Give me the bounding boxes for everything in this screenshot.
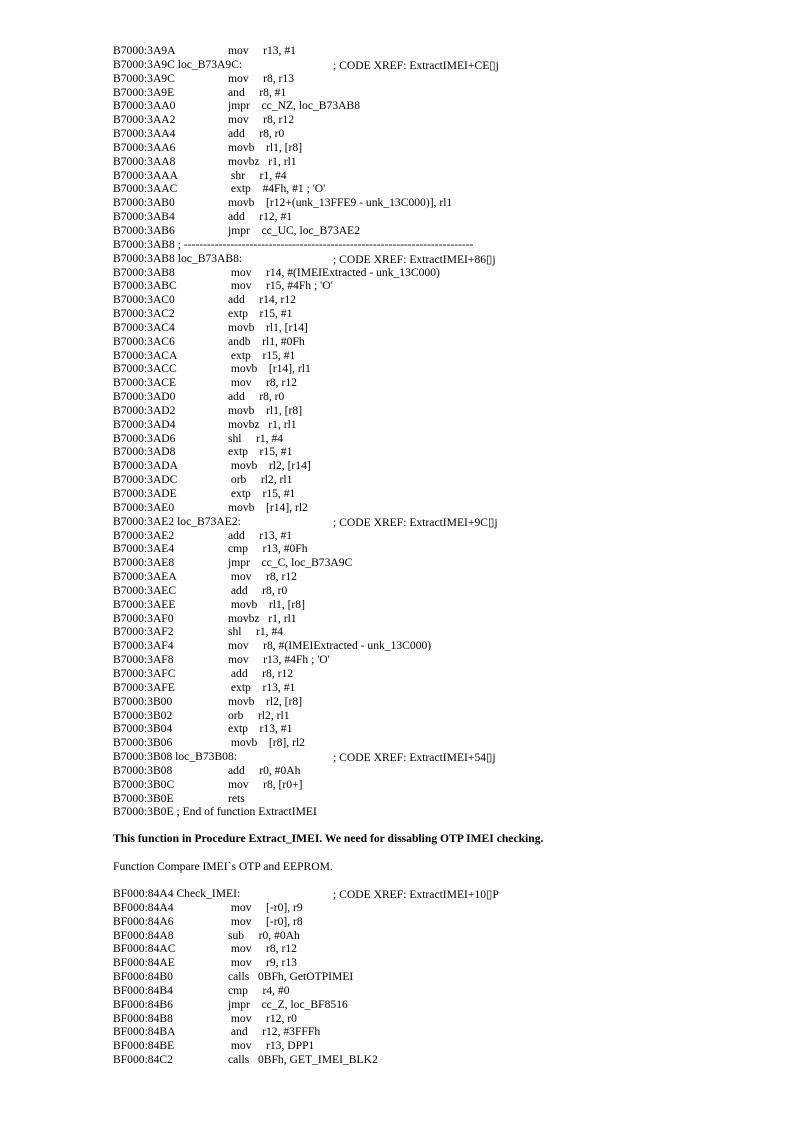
code-address: B7000:3AD6 [113, 431, 176, 445]
code-line [113, 127, 773, 141]
code-address: BF000:84A4 [113, 900, 174, 914]
code-address: B7000:3B02 [113, 708, 173, 722]
code-instruction: add r0, #0Ah [228, 763, 301, 777]
code-line [113, 404, 773, 418]
code-instruction: add r12, #1 [228, 210, 293, 224]
code-line [113, 155, 773, 169]
code-address: B7000:3AB6 [113, 223, 175, 237]
disassembly-listing-extractimei [113, 44, 773, 819]
code-line [113, 1053, 773, 1067]
code-line [113, 224, 773, 238]
code-instruction: mov r8, [r0+] [228, 777, 303, 791]
code-address: BF000:84B8 [113, 1011, 173, 1025]
code-address: B7000:3ACC [113, 362, 177, 376]
code-address: B7000:3AF0 [113, 611, 174, 625]
code-address: B7000:3AFC [113, 666, 176, 680]
code-address: B7000:3AB8 [113, 265, 175, 279]
code-address: BF000:84AE [113, 956, 175, 970]
code-instruction: extp r15, #1 [228, 487, 296, 500]
code-line [113, 722, 773, 736]
code-comment: ; CODE XREF: ExtractIMEI+9C▯j [333, 515, 498, 529]
code-address: B7000:3AEA [113, 570, 177, 584]
code-line [113, 58, 773, 72]
code-line [113, 487, 773, 501]
code-line [113, 169, 773, 183]
code-address: B7000:3AC2 [113, 307, 175, 321]
code-address: B7000:3AFE [113, 680, 175, 694]
code-instruction: mov [-r0], r8 [228, 914, 303, 928]
code-instruction: add r8, r0 [228, 127, 285, 141]
code-instruction: extp r15, #1 [228, 445, 293, 459]
code-address: B7000:3AEC [113, 583, 177, 597]
code-line [113, 501, 773, 515]
code-line [113, 349, 773, 363]
code-instruction: mov r9, r13 [228, 956, 297, 970]
code-address: B7000:3AA4 [113, 127, 176, 141]
code-instruction: orb rl2, rl1 [228, 708, 290, 722]
code-address: B7000:3B06 [113, 736, 173, 750]
code-line [113, 778, 773, 792]
code-instruction: mov r8, r12 [228, 570, 297, 584]
note-plain: Function Compare IMEI`s OTP and EEPROM. [113, 860, 333, 873]
code-address: B7000:3ABC [113, 279, 177, 293]
code-address: B7000:3AE8 [113, 556, 175, 570]
code-line [113, 584, 773, 598]
code-line [113, 653, 773, 667]
code-line [113, 252, 773, 266]
code-line [113, 307, 773, 321]
code-address: B7000:3AA6 [113, 140, 176, 154]
code-address: B7000:3AF4 [113, 639, 174, 653]
code-line [113, 542, 773, 556]
code-comment: ; CODE XREF: ExtractIMEI+86▯j [333, 252, 496, 266]
code-address: B7000:3AC6 [113, 334, 175, 348]
code-instruction: shr r1, #4 [228, 168, 287, 182]
code-address: B7000:3B0C [113, 777, 175, 791]
code-address: B7000:3B00 [113, 694, 173, 708]
code-instruction: mov r12, r0 [228, 1011, 297, 1025]
code-line [113, 529, 773, 543]
code-instruction: mov r14, #(IMEIExtracted - unk_13C000) [228, 265, 440, 279]
code-address: B7000:3AB4 [113, 210, 175, 224]
code-line [113, 929, 773, 943]
code-line [113, 210, 773, 224]
code-line [113, 376, 773, 390]
code-instruction: orb rl2, rl1 [228, 473, 293, 487]
code-comment: ; CODE XREF: ExtractIMEI+CE▯j [333, 58, 499, 72]
code-instruction: add r8, r0 [228, 583, 288, 597]
code-line [113, 196, 773, 210]
code-address: B7000:3AB8 loc_B73AB8: [113, 251, 243, 265]
code-instruction: mov r15, #4Fh ; 'O' [228, 279, 333, 293]
code-instruction: shl r1, #4 [228, 431, 284, 445]
code-line [113, 44, 773, 58]
code-line [113, 956, 773, 970]
code-line [113, 362, 773, 376]
code-line [113, 459, 773, 473]
code-instruction: jmpr cc_Z, loc_BF8516 [228, 997, 348, 1011]
code-line [113, 418, 773, 432]
code-line [113, 915, 773, 929]
code-line [113, 515, 773, 529]
code-line [113, 86, 773, 100]
code-instruction: mov r13, #4Fh ; 'O' [228, 653, 330, 667]
code-address: B7000:3B04 [113, 722, 173, 736]
disassembly-listing-check-imei [113, 887, 773, 1067]
code-instruction: mov r13, DPP1 [228, 1039, 315, 1053]
code-instruction: movb rl2, [r14] [228, 459, 311, 473]
code-address: BF000:84BE [113, 1039, 175, 1053]
code-address: B7000:3AAC [113, 182, 178, 196]
code-line [113, 736, 773, 750]
code-instruction: mov r13, #1 [228, 44, 296, 57]
code-instruction: add r8, r12 [228, 666, 294, 680]
code-line [113, 238, 773, 252]
code-address: B7000:3ADA [113, 459, 179, 473]
code-address: B7000:3AD2 [113, 403, 176, 417]
code-instruction: mov r8, r12 [228, 376, 297, 390]
code-line [113, 141, 773, 155]
code-line [113, 1012, 773, 1026]
code-line [113, 321, 773, 335]
note-bold: This function in Procedure Extract_IMEI. We need for dissabling OTP IMEI checking. [113, 832, 544, 845]
code-address: B7000:3ACA [113, 348, 178, 362]
code-address: B7000:3AE0 [113, 500, 175, 514]
code-address: B7000:3A9A [113, 44, 176, 57]
code-line [113, 970, 773, 984]
code-address: B7000:3AC0 [113, 293, 175, 307]
code-instruction: mov r8, r12 [228, 942, 297, 956]
code-instruction: mov r8, r13 [228, 71, 295, 85]
code-address: B7000:3AD4 [113, 417, 176, 431]
code-comment: ; CODE XREF: ExtractIMEI+10▯P [333, 888, 499, 901]
code-address: B7000:3A9C [113, 71, 175, 85]
code-instruction: extp r13, #1 [228, 722, 293, 736]
code-line [113, 99, 773, 113]
code-line [113, 445, 773, 459]
code-line [113, 113, 773, 127]
code-instruction: sub r0, #0Ah [228, 928, 300, 942]
code-address: B7000:3AD8 [113, 445, 176, 459]
code-address: B7000:3A9C loc_B73A9C: [113, 57, 243, 71]
code-line [113, 625, 773, 639]
code-line [113, 681, 773, 695]
code-line [113, 432, 773, 446]
code-line [113, 984, 773, 998]
code-instruction: movbz r1, rl1 [228, 154, 297, 168]
code-instruction: jmpr cc_NZ, loc_B73AB8 [228, 99, 361, 113]
code-address: B7000:3AA8 [113, 154, 176, 168]
code-address: BF000:84B0 [113, 970, 173, 984]
code-instruction: extp r13, #1 [228, 680, 296, 694]
code-line [113, 1039, 773, 1053]
code-instruction: movb [r8], rl2 [228, 736, 305, 750]
code-line [113, 695, 773, 709]
code-line [113, 942, 773, 956]
code-address: BF000:84A6 [113, 914, 174, 928]
code-instruction: movb [r14], rl2 [228, 500, 308, 514]
code-instruction: movb [r12+(unk_13FFE9 - unk_13C000)], rl1 [228, 196, 453, 210]
code-instruction: movb rl1, [r8] [228, 597, 305, 611]
code-instruction: movbz r1, rl1 [228, 417, 297, 431]
code-line [113, 887, 773, 901]
code-instruction: shl r1, #4 [228, 625, 284, 639]
code-address: B7000:3AEE [113, 597, 176, 611]
code-line [113, 390, 773, 404]
code-instruction: cmp r13, #0Fh [228, 542, 308, 556]
code-line [113, 998, 773, 1012]
code-line [113, 279, 773, 293]
code-instruction: movb rl2, [r8] [228, 694, 303, 708]
code-comment: ; CODE XREF: ExtractIMEI+54▯j [333, 751, 496, 765]
code-instruction: rets [228, 791, 245, 805]
code-address: BF000:84B4 [113, 983, 173, 997]
code-address: B7000:3AD0 [113, 390, 176, 404]
code-line [113, 570, 773, 584]
code-line [113, 764, 773, 778]
code-line [113, 639, 773, 653]
code-address: B7000:3AF8 [113, 653, 174, 667]
code-address: B7000:3AA2 [113, 113, 176, 127]
code-instruction: calls 0BFh, GET_IMEI_BLK2 [228, 1053, 378, 1067]
code-address: BF000:84A8 [113, 928, 174, 942]
code-instruction: calls 0BFh, GetOTPIMEI [228, 970, 354, 984]
code-line [113, 750, 773, 764]
code-line [113, 901, 773, 915]
code-line [113, 805, 773, 819]
code-line [113, 72, 773, 86]
code-line [113, 266, 773, 280]
code-address: B7000:3AAA [113, 168, 179, 182]
code-line [113, 473, 773, 487]
code-address: B7000:3AB0 [113, 196, 175, 210]
code-line [113, 556, 773, 570]
code-instruction: jmpr cc_UC, loc_B73AE2 [228, 223, 361, 237]
code-instruction: mov [-r0], r9 [228, 900, 303, 914]
code-instruction: movb rl1, [r14] [228, 320, 308, 334]
code-address: BF000:84BA [113, 1025, 176, 1039]
code-instruction: movb rl1, [r8] [228, 403, 303, 417]
code-instruction: cmp r4, #0 [228, 983, 290, 997]
code-line [113, 709, 773, 723]
code-instruction: add r8, r0 [228, 390, 285, 404]
code-instruction: extp #4Fh, #1 ; 'O' [228, 182, 326, 196]
code-instruction: extp r15, #1 [228, 348, 296, 362]
code-address: BF000:84A4 Check_IMEI: [113, 887, 241, 900]
code-instruction: andb rl1, #0Fh [228, 334, 305, 348]
code-line [113, 792, 773, 806]
code-instruction: and r8, #1 [228, 85, 287, 99]
code-instruction: mov r8, r12 [228, 113, 295, 127]
code-line [113, 598, 773, 612]
code-line [113, 293, 773, 307]
code-address: B7000:3AE2 [113, 528, 175, 542]
code-line [113, 612, 773, 626]
code-address: B7000:3ACE [113, 376, 177, 390]
code-address: BF000:84C2 [113, 1053, 173, 1067]
code-address: B7000:3AF2 [113, 625, 174, 639]
code-address: B7000:3ADE [113, 487, 177, 500]
code-instruction: add r14, r12 [228, 293, 296, 307]
code-line [113, 667, 773, 681]
code-address: B7000:3B0E ; End of function ExtractIMEI [113, 805, 317, 819]
code-address: B7000:3B08 [113, 763, 173, 777]
code-address: B7000:3AB8 ; --------------------------------------------------------------------------- [113, 237, 474, 251]
code-address: BF000:84B6 [113, 997, 173, 1011]
code-line [113, 335, 773, 349]
code-address: B7000:3A9E [113, 85, 175, 99]
code-address: B7000:3AE4 [113, 542, 175, 556]
code-instruction: movbz r1, rl1 [228, 611, 297, 625]
code-instruction: movb [r14], rl1 [228, 362, 311, 376]
code-instruction: jmpr cc_C, loc_B73A9C [228, 556, 353, 570]
code-line [113, 182, 773, 196]
code-address: B7000:3ADC [113, 473, 178, 487]
code-line [113, 1025, 773, 1039]
code-address: B7000:3AA0 [113, 99, 176, 113]
code-address: B7000:3B08 loc_B73B08: [113, 750, 237, 764]
code-address: BF000:84AC [113, 942, 176, 956]
code-address: B7000:3AC4 [113, 320, 175, 334]
code-instruction: movb rl1, [r8] [228, 140, 303, 154]
code-instruction: mov r8, #(IMEIExtracted - unk_13C000) [228, 639, 432, 653]
code-instruction: extp r15, #1 [228, 307, 293, 321]
code-address: B7000:3AE2 loc_B73AE2: [113, 514, 241, 528]
code-instruction: and r12, #3FFFh [228, 1025, 321, 1039]
code-address: B7000:3B0E [113, 791, 174, 805]
code-instruction: add r13, #1 [228, 528, 293, 542]
